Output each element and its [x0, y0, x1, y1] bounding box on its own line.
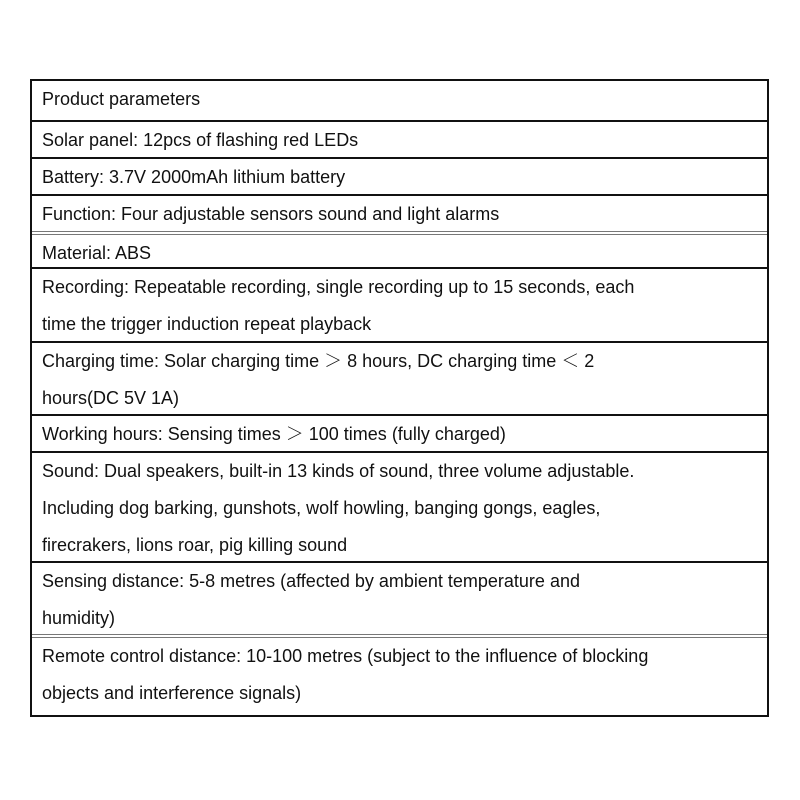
table-row-charging-time	[32, 341, 767, 414]
table-row-working-hours	[32, 414, 767, 451]
row-text: Sensing distance: 5-8 metres (affected by ambient temperature and	[42, 571, 580, 591]
row-text: Remote control distance: 10-100 metres (subject to the influence of blocking	[42, 646, 649, 666]
row-text: Sound: Dual speakers, built-in 13 kinds of sound, three volume adjustable.	[42, 461, 635, 481]
table-row-header	[32, 81, 767, 120]
row-text: hours(DC 5V 1A)	[42, 388, 180, 408]
row-text: Material: ABS	[42, 243, 152, 263]
row-text: Function: Four adjustable sensors sound and light alarms	[42, 204, 500, 224]
table-row-function	[32, 194, 767, 231]
table-row-material	[32, 231, 767, 268]
row-text: Battery: 3.7V 2000mAh lithium battery	[42, 167, 346, 187]
row-text: firecrakers, lions roar, pig killing sound	[42, 535, 348, 555]
table-row-sensing-distance	[32, 561, 767, 634]
row-text: Charging time: Solar charging time ＞ 8 hours, DC charging time ＜ 2	[42, 351, 595, 371]
row-text: Including dog barking, gunshots, wolf howling, banging gongs, eagles,	[42, 498, 601, 518]
table-row-sound	[32, 451, 767, 561]
table-row-solar-panel	[32, 120, 767, 157]
table-row-recording	[32, 267, 767, 341]
row-text: humidity)	[42, 608, 116, 628]
row-text: Recording: Repeatable recording, single recording up to 15 seconds, each	[42, 277, 635, 297]
table-row-battery	[32, 157, 767, 194]
row-text: time the trigger induction repeat playback	[42, 314, 372, 334]
product-parameters-table	[30, 79, 769, 717]
row-text: Working hours: Sensing times ＞ 100 times (fully charged)	[42, 424, 506, 444]
row-text: Product parameters	[42, 89, 201, 109]
row-text: Solar panel: 12pcs of flashing red LEDs	[42, 130, 359, 150]
table-row-remote-control-distance	[32, 634, 767, 715]
row-text: objects and interference signals)	[42, 683, 302, 703]
